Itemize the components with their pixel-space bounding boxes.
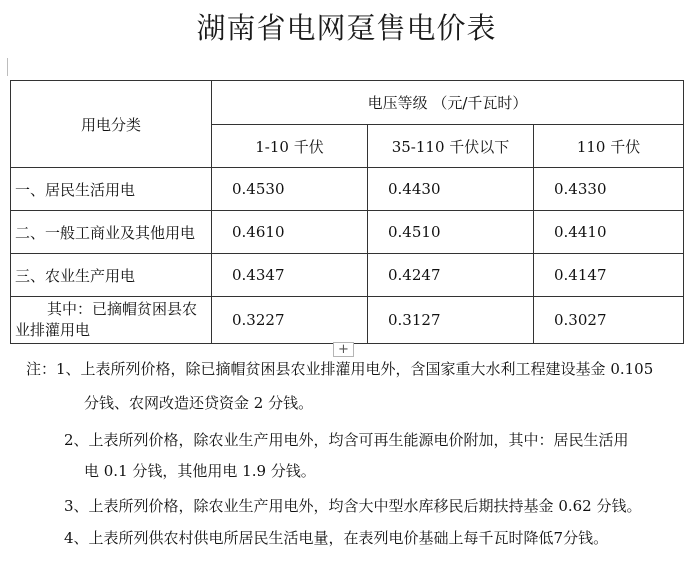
row-category <box>11 297 212 344</box>
row-category: 一、居民生活用电 <box>11 168 212 211</box>
note-3: 3、上表所列价格，除农业生产用电外，均含大中型水库移民后期扶持基金 0.62 分钱。 <box>64 497 642 515</box>
row-category-line: 其中：已摘帽贫困县农 <box>47 300 198 318</box>
price-cell: 0.4147 <box>534 254 684 297</box>
table-row <box>11 254 684 297</box>
note-1-line-2: 分钱、农网改造还贷资金 2 分钱。 <box>84 394 314 412</box>
price-cell: 0.4410 <box>534 211 684 254</box>
note-1-line-1: 注：1、上表所列价格，除已摘帽贫困县农业排灌用电外，含国家重大水利工程建设基金 0.105 <box>26 360 654 378</box>
row-category: 二、一般工商业及其他用电 <box>11 211 212 254</box>
voltage-level-35-110kv: 35-110 千伏以下 <box>368 125 534 168</box>
voltage-header: 电压等级 （元/千瓦时） <box>212 81 684 125</box>
price-cell: 0.4347 <box>212 254 368 297</box>
row-category-line: 业排灌用电 <box>15 321 91 339</box>
price-cell: 0.3027 <box>534 297 684 344</box>
add-row-button[interactable]: + <box>333 342 354 357</box>
price-table <box>10 80 684 344</box>
table-header-row <box>11 81 684 125</box>
voltage-level-1-10kv: 1-10 千伏 <box>212 125 368 168</box>
table-row <box>11 168 684 211</box>
page-title: 湖南省电网趸售电价表 <box>196 11 497 45</box>
note-2-line-2: 电 0.1 分钱，其他用电 1.9 分钱。 <box>84 462 316 480</box>
table-row <box>11 211 684 254</box>
price-cell: 0.3227 <box>212 297 368 344</box>
price-cell: 0.4330 <box>534 168 684 211</box>
category-header: 用电分类 <box>11 81 212 168</box>
price-cell: 0.4510 <box>368 211 534 254</box>
voltage-level-110kv: 110 千伏 <box>534 125 684 168</box>
note-2-line-1: 2、上表所列价格，除农业生产用电外，均含可再生能源电价附加，其中：居民生活用 <box>64 431 629 449</box>
price-cell: 0.3127 <box>368 297 534 344</box>
price-cell: 0.4247 <box>368 254 534 297</box>
price-cell: 0.4610 <box>212 211 368 254</box>
row-category: 三、农业生产用电 <box>11 254 212 297</box>
price-cell: 0.4530 <box>212 168 368 211</box>
table-row <box>11 297 684 344</box>
note-4: 4、上表所列供农村供电所居民生活电量，在表列电价基础上每千瓦时降低7分钱。 <box>64 529 609 547</box>
margin-marker <box>7 58 8 76</box>
price-cell: 0.4430 <box>368 168 534 211</box>
